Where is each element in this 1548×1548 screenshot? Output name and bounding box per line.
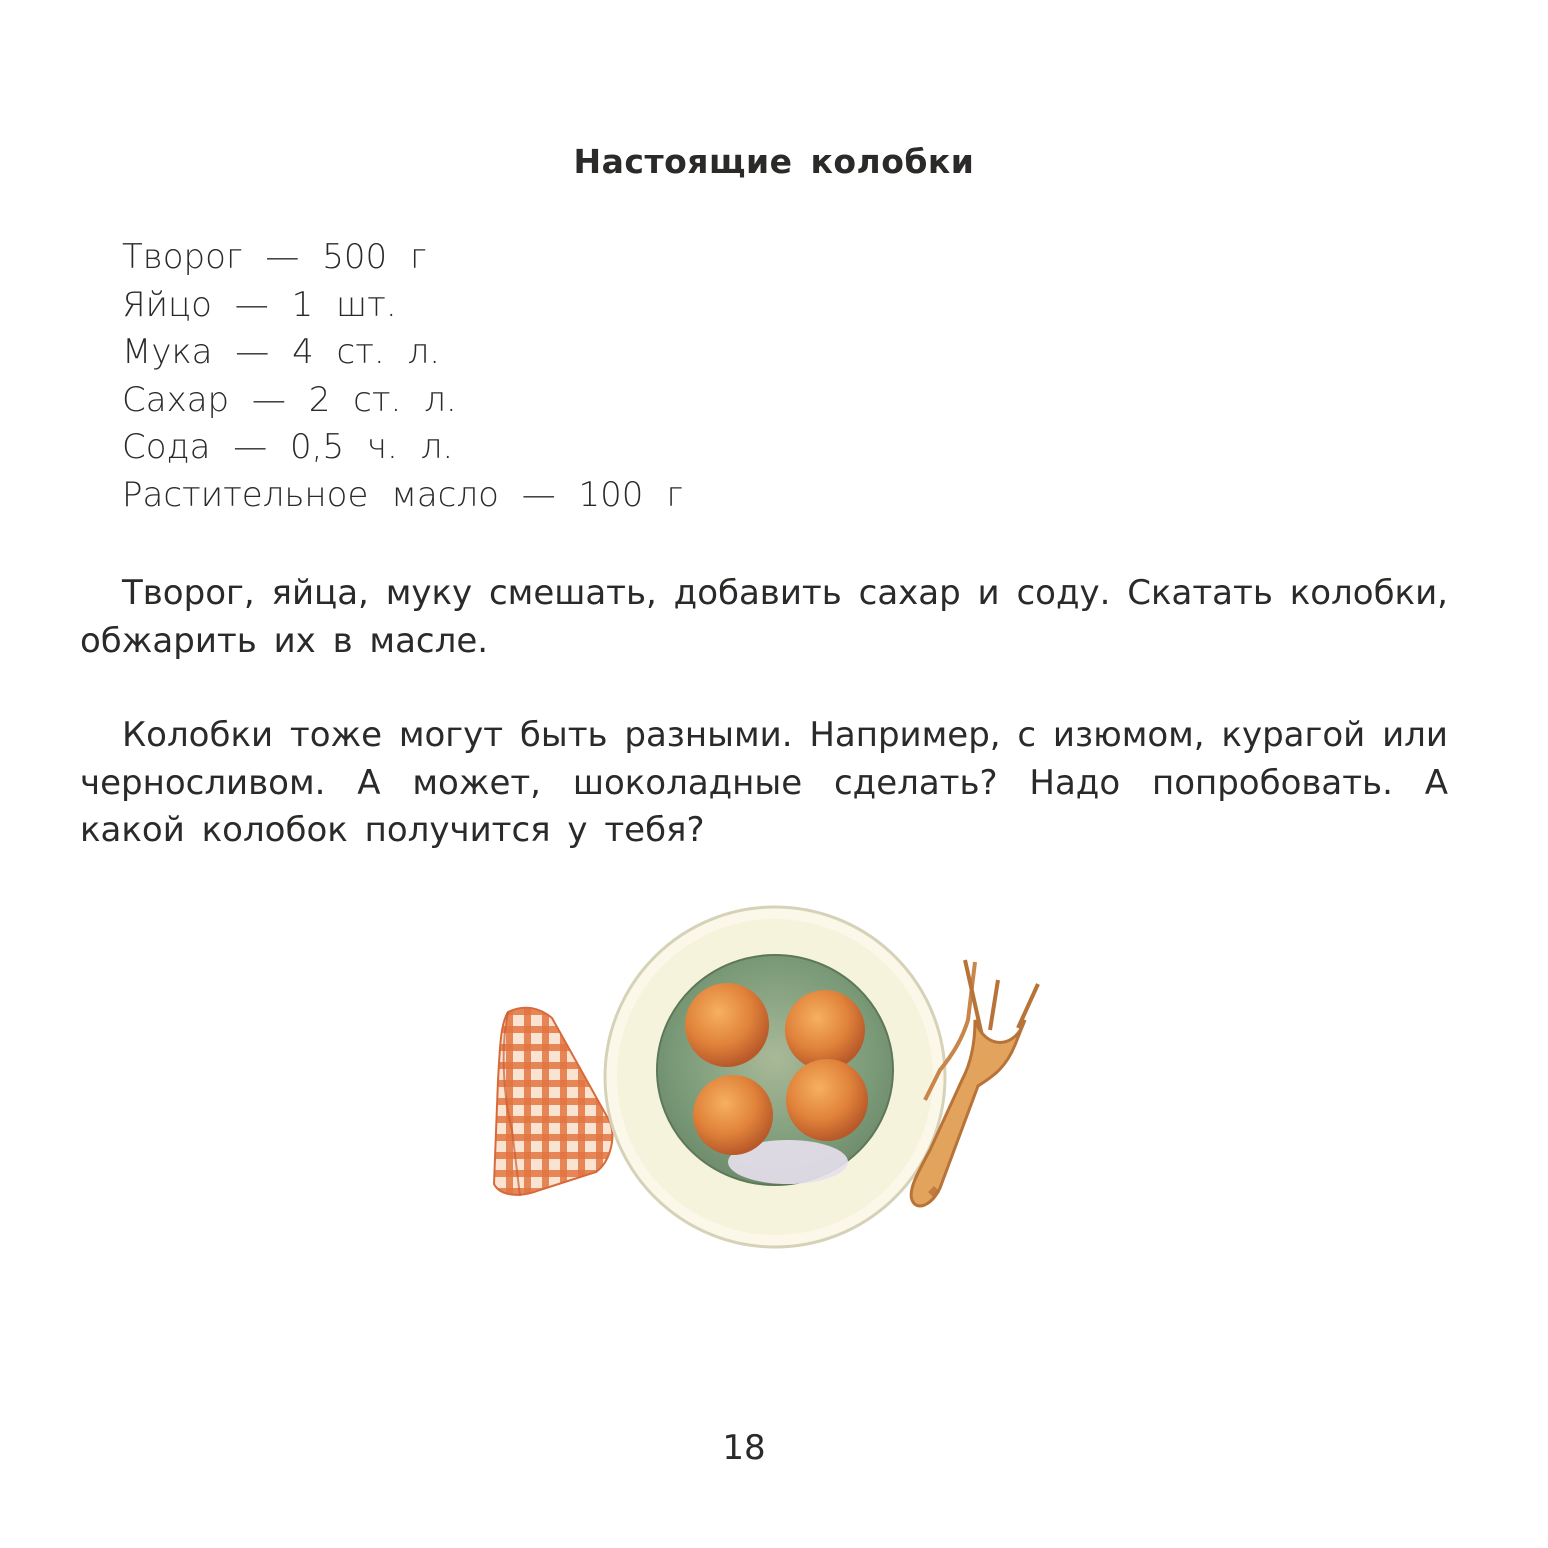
instructions-paragraph: Творог, яйца, муку смешать, добавить сахар и соду. Скатать колобки, обжарить их в масле.: [80, 573, 1448, 661]
kolobok: [685, 983, 769, 1067]
recipe-title: Настоящие колобки: [573, 142, 975, 181]
page-number: 18: [722, 1428, 766, 1468]
ingredient-item: Сода — 0,5 ч. л.: [122, 427, 454, 468]
napkin-icon: [494, 1008, 612, 1196]
ingredient-item: Творог — 500 г: [122, 237, 427, 277]
kolobok: [693, 1075, 773, 1155]
ingredient-item: Сахар — 2 ст. л.: [122, 379, 457, 420]
ingredient-item: Растительное масло — 100 г: [122, 474, 683, 515]
kolobok: [786, 1059, 868, 1141]
plate-icon: [605, 907, 945, 1247]
ingredient-item: Мука — 4 ст. л.: [122, 332, 441, 373]
note-paragraph: Колобки тоже могут быть разными. Например, с изюмом, курагой или черносливом. А может, шоколадные сделать? Надо попробовать. А какой колобок получится у тебя?: [80, 715, 1448, 850]
ingredient-item: Яйцо — 1 шт.: [122, 284, 397, 325]
plate-illustration: [470, 900, 1070, 1260]
ingredients-list: [122, 234, 683, 520]
kolobok: [785, 990, 865, 1070]
